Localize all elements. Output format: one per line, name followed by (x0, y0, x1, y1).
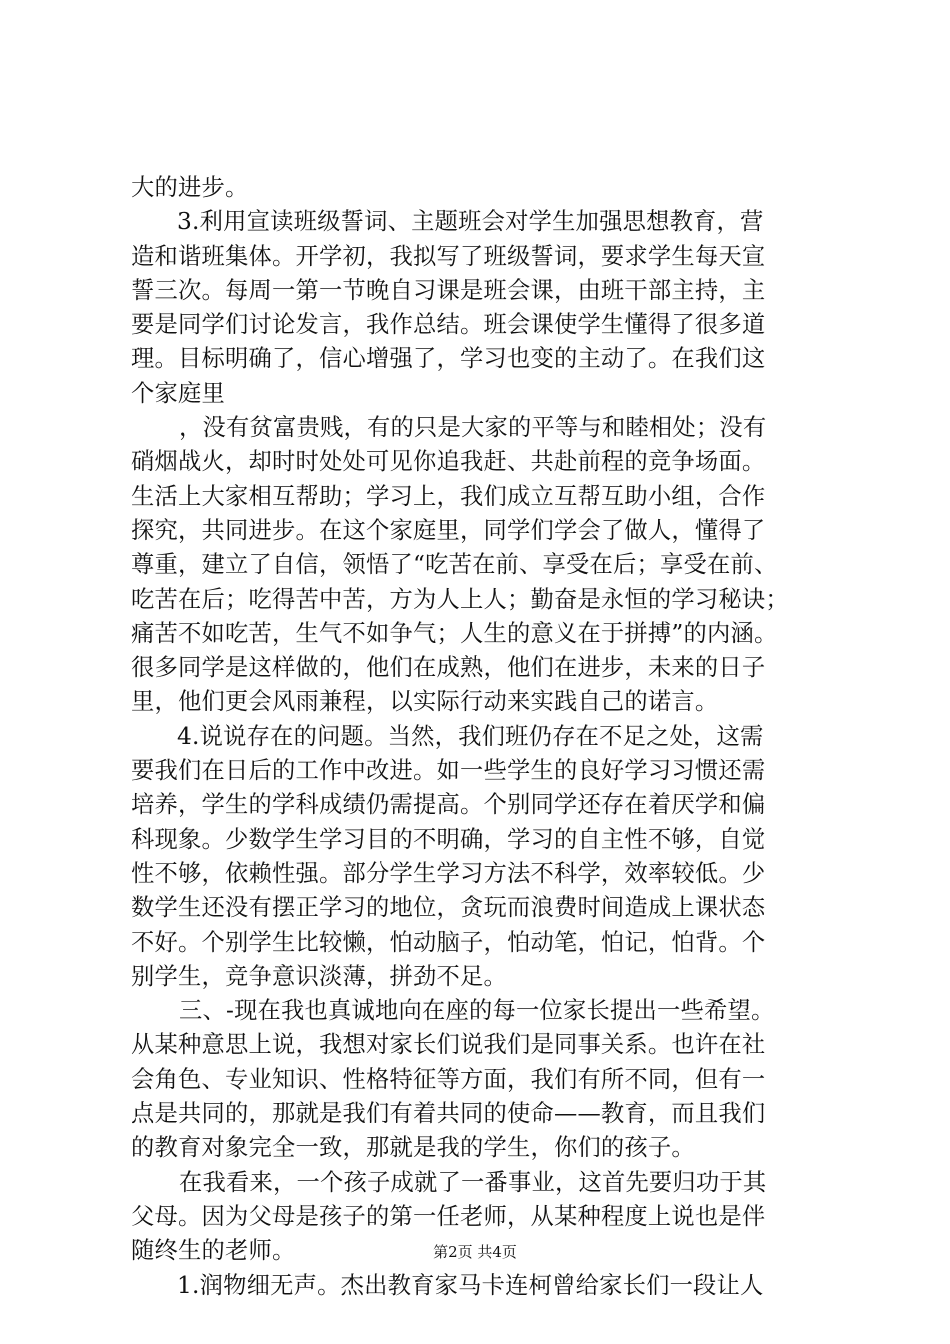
text-line: 培养，学生的学科成绩仍需提高。个别同学还存在着厌学和偏 (131, 791, 766, 819)
text-line: 3.利用宣读班级誓词、主题班会对学生加强思想教育，营 (177, 208, 764, 236)
text-line: 的教育对象完全一致，那就是我的学生，你们的孩子。 (131, 1134, 695, 1162)
text-line: 点是共同的，那就是我们有着共同的使命——教育，而且我们 (131, 1100, 766, 1128)
text-line: 从某种意思上说，我想对家长们说我们是同事关系。也许在社 (131, 1031, 766, 1059)
text-line: 探究，共同进步。在这个家庭里，同学们学会了做人，懂得了 (131, 516, 766, 544)
text-line: 生活上大家相互帮助；学习上，我们成立互帮互助小组，合作 (131, 482, 766, 510)
text-line: 会角色、专业知识、性格特征等方面，我们有所不同，但有一 (131, 1065, 766, 1093)
text-line: 造和谐班集体。开学初，我拟写了班级誓词，要求学生每天宣 (131, 242, 766, 270)
text-line: 痛苦不如吃苦，生气不如争气；人生的意义在于拼搏”的内涵。 (131, 619, 778, 647)
text-line: 性不够，依赖性强。部分学生学习方法不科学，效率较低。少 (131, 859, 766, 887)
text-line: 很多同学是这样做的，他们在成熟，他们在进步，未来的日子 (131, 654, 766, 682)
text-line: 要我们在日后的工作中改进。如一些学生的良好学习习惯还需 (131, 757, 766, 785)
text-line: 1.润物细无声。杰出教育家马卡连柯曾给家长们一段让人 (177, 1271, 764, 1299)
text-line: 大的进步。 (131, 174, 249, 201)
text-line: 别学生，竞争意识淡薄，拼劲不足。 (131, 962, 507, 990)
text-line: 理。目标明确了，信心增强了，学习也变的主动了。在我们这 (131, 345, 766, 373)
text-line: 4.说说存在的问题。当然，我们班仍存在不足之处，这需 (177, 722, 764, 750)
text-line: 三、-现在我也真诚地向在座的每一位家长提出一些希望。 (179, 997, 775, 1025)
text-line: 随终生的老师。 (131, 1237, 296, 1265)
text-line: 誓三次。每周一第一节晚自习课是班会课，由班干部主持，主 (131, 276, 766, 304)
text-line: 父母。因为父母是孩子的第一任老师，从某种程度上说也是伴 (131, 1202, 766, 1230)
page-number-footer: 第2页 共4页 (433, 1243, 517, 1261)
text-line: 不好。个别学生比较懒，怕动脑子，怕动笔，怕记，怕背。个 (131, 928, 766, 956)
text-line: 硝烟战火，却时时处处可见你追我赶、共赴前程的竞争场面。 (131, 448, 766, 476)
text-line: 个家庭里 (131, 379, 225, 407)
text-line: 吃苦在后；吃得苦中苦，方为人上人；勤奋是永恒的学习秘诀； (131, 585, 789, 613)
text-line: 科现象。少数学生学习目的不明确，学习的自主性不够，自觉 (131, 825, 766, 853)
text-line: 要是同学们讨论发言，我作总结。班会课使学生懂得了很多道 (131, 311, 766, 339)
text-line: 数学生还没有摆正学习的地位，贪玩而浪费时间造成上课状态 (131, 894, 766, 922)
text-line: ，没有贫富贵贱，有的只是大家的平等与和睦相处；没有 (179, 414, 767, 442)
document-body (131, 171, 831, 1303)
text-line: 在我看来，一个孩子成就了一番事业，这首先要归功于其 (179, 1168, 767, 1196)
text-line: 里，他们更会风雨兼程，以实际行动来实践自己的诺言。 (131, 688, 719, 716)
text-line: 尊重，建立了自信，领悟了“吃苦在前、享受在后；享受在前、 (131, 551, 778, 579)
